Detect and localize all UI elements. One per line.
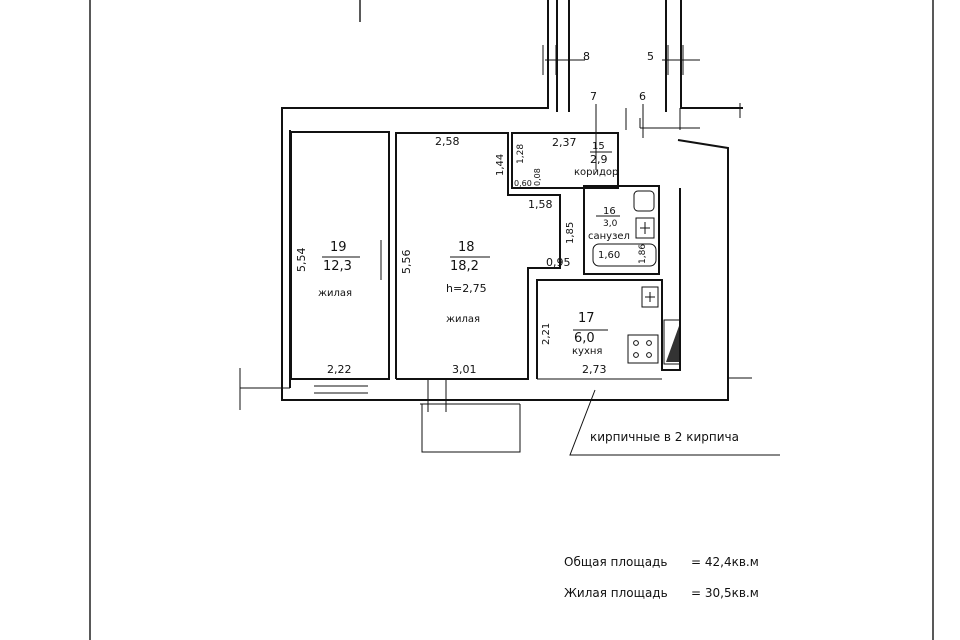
room-15-dim-a: 1,28	[516, 143, 526, 164]
room-17-width: 2,73	[582, 363, 607, 376]
room-15-width: 2,37	[552, 136, 577, 149]
total-area-label: Общая площадь	[564, 555, 668, 569]
room-18-dim-c: 1,85	[565, 221, 576, 244]
room-18-length: 5,56	[400, 249, 413, 274]
room-19-number: 19	[330, 240, 347, 255]
room-17-length: 2,21	[541, 322, 552, 345]
room-19-area: 12,3	[323, 259, 352, 274]
stair-mark-6: 6	[639, 90, 646, 103]
room-16-dim-b: 1,86	[638, 243, 648, 264]
room-15-dim-b: 0,60	[514, 179, 532, 188]
wall-material-note: кирпичные в 2 кирпича	[590, 430, 740, 444]
room-15-type: коридор	[574, 167, 619, 178]
living-area-value: = 30,5кв.м	[691, 586, 759, 600]
stair-mark-8: 8	[583, 50, 590, 63]
total-area-value: = 42,4кв.м	[691, 555, 759, 569]
room-19-type: жилая	[318, 288, 353, 299]
room-17-area: 6,0	[574, 331, 595, 346]
room-19-length: 5,54	[295, 247, 308, 272]
room-19-width: 2,22	[327, 363, 352, 376]
room-18-dim-b: 1,58	[528, 198, 553, 211]
room-18-dim-d: 0,95	[546, 256, 571, 269]
room-15-dim-c: 0,08	[533, 168, 542, 186]
room-15-area: 2,9	[590, 153, 608, 166]
room-18-area: 18,2	[450, 259, 479, 274]
living-area-label: Жилая площадь	[564, 586, 668, 600]
stair-mark-5: 5	[647, 50, 654, 63]
stair-mark-7: 7	[590, 90, 597, 103]
room-18-dim-a: 1,44	[495, 153, 506, 176]
room-16-number: 16	[603, 206, 616, 217]
room-18-number: 18	[458, 240, 475, 255]
room-17-number: 17	[578, 311, 595, 326]
room-18-width-bottom: 3,01	[452, 363, 477, 376]
room-16-type: санузел	[588, 231, 630, 242]
room-18-type: жилая	[446, 314, 481, 325]
page-frame	[90, 0, 933, 640]
room-16-area: 3,0	[603, 219, 618, 229]
room-16-dim-a: 1,60	[598, 250, 621, 261]
room-18-height: h=2,75	[446, 282, 487, 295]
room-18-width-top: 2,58	[435, 135, 460, 148]
room-17-type: кухня	[572, 346, 603, 357]
staircase-block	[282, 0, 743, 400]
room-15-number: 15	[592, 141, 605, 152]
